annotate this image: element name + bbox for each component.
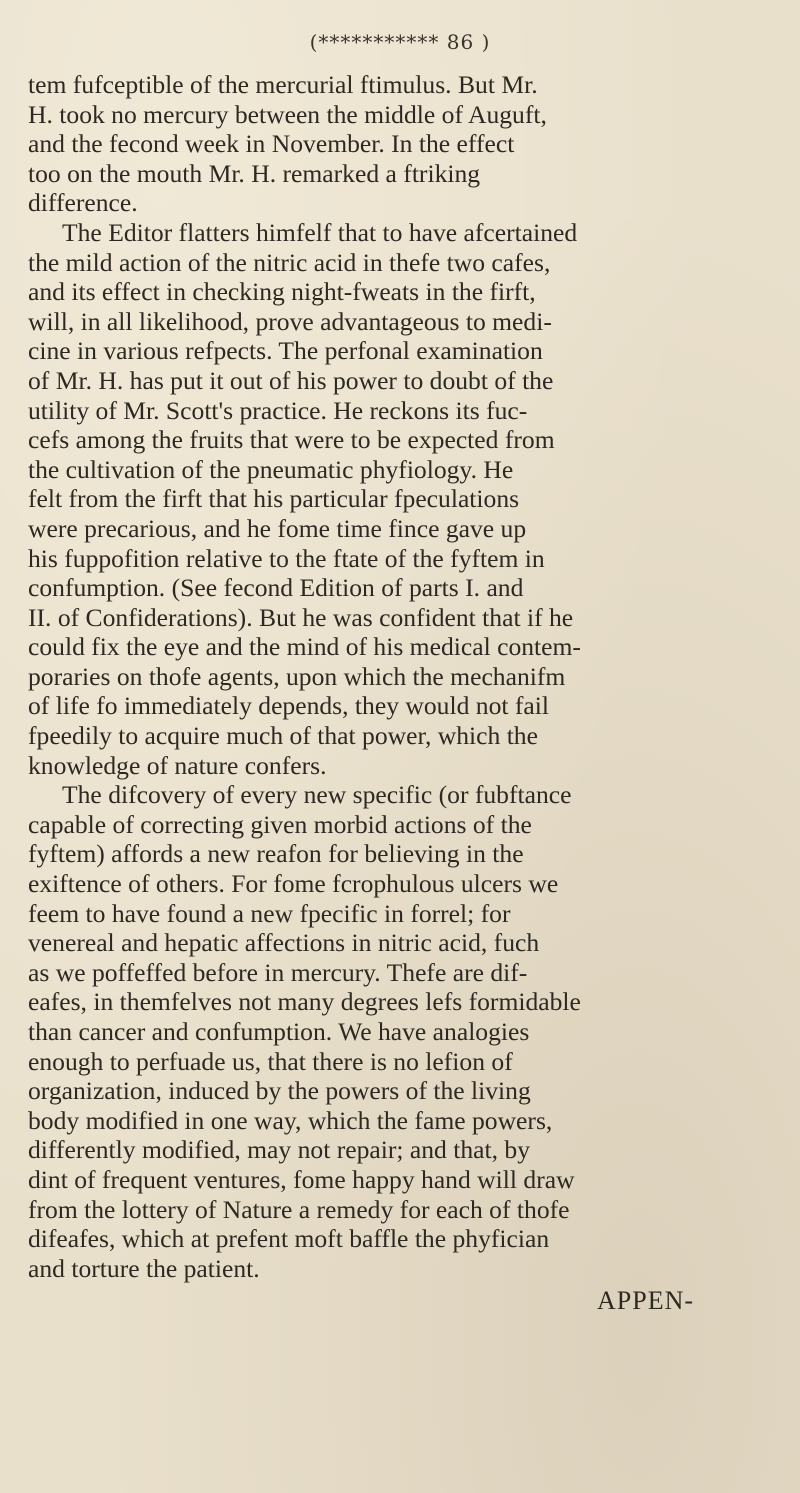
text-line: as we poffeffed before in mercury. Thefe are dif- — [28, 957, 528, 987]
text-line: difference. — [28, 188, 138, 218]
text-line: cine in various refpects. The perfonal examination — [28, 336, 543, 366]
page-header: (*********** 86 ) — [309, 30, 491, 54]
text-line: H. took no mercury between the middle of Auguft, — [28, 99, 547, 129]
text-line: the cultivation of the pneumatic phyfiology. He — [28, 454, 514, 484]
text-line: difeafes, which at prefent moft baffle the phyfician — [28, 1224, 550, 1254]
text-line: fyftem) affords a new reafon for believing in the — [28, 839, 524, 869]
text-line: feem to have found a new fpecific in forrel; for — [28, 898, 511, 928]
text-line: confumption. (See fecond Edition of parts I. and — [28, 573, 524, 603]
text-line: of Mr. H. has put it out of his power to doubt of the — [28, 365, 554, 395]
text-line: enough to perfuade us, that there is no lefion of — [28, 1046, 513, 1076]
text-line: cefs among the fruits that were to be expected from — [28, 425, 555, 455]
text-line: differently modified, may not repair; and that, by — [28, 1135, 531, 1165]
text-line: the mild action of the nitric acid in thefe two cafes, — [28, 247, 551, 277]
text-line: of life fo immediately depends, they would not fail — [28, 691, 549, 721]
text-line: eafes, in themfelves not many degrees lefs formidable — [28, 987, 581, 1017]
text-line: fpeedily to acquire much of that power, which the — [28, 721, 538, 751]
text-line: will, in all likelihood, prove advantageous to medi- — [28, 306, 552, 336]
text-line: from the lottery of Nature a remedy for each of thofe — [28, 1194, 570, 1224]
text-line: utility of Mr. Scott's practice. He reckons its fuc- — [28, 395, 528, 425]
text-line: exiftence of others. For fome fcrophulous ulcers we — [28, 869, 559, 899]
text-line: and torture the patient. — [28, 1253, 260, 1283]
text-line: and the fecond week in November. In the effect — [28, 129, 515, 159]
text-line: dint of frequent ventures, fome happy hand will draw — [28, 1164, 575, 1194]
text-line: tem fufceptible of the mercurial ftimulus. But Mr. — [28, 70, 538, 99]
text-line: were precarious, and he fome time fince gave up — [28, 513, 527, 543]
text-line: knowledge of nature confers. — [28, 750, 327, 780]
text-line: could fix the eye and the mind of his medical contem- — [28, 632, 581, 662]
text-line: felt from the firft that his particular fpeculations — [28, 484, 520, 514]
text-line: and its effect in checking night-fweats in the firft, — [28, 277, 536, 307]
text-line: his fuppofition relative to the ftate of the fyftem in — [28, 543, 545, 573]
catchword: APPEN- — [597, 1286, 695, 1315]
paragraph-start-line: The Editor flatters himfelf that to have afcertained — [62, 217, 578, 247]
text-line: too on the mouth Mr. H. remarked a ftriking — [28, 158, 481, 188]
text-line: II. of Confiderations). But he was confident that if he — [28, 602, 574, 632]
text-line: capable of correcting given morbid actions of the — [28, 809, 532, 839]
paragraph-start-line: The difcovery of every new specific (or fubftance — [62, 780, 572, 810]
body-text — [28, 70, 788, 1283]
text-line: organization, induced by the powers of the living — [28, 1076, 531, 1106]
text-line: than cancer and confumption. We have analogies — [28, 1017, 530, 1046]
text-line: poraries on thofe agents, upon which the mechanifm — [28, 661, 566, 691]
text-line: body modified in one way, which the fame powers, — [28, 1105, 553, 1135]
text-line: venereal and hepatic affections in nitric acid, fuch — [28, 928, 540, 958]
